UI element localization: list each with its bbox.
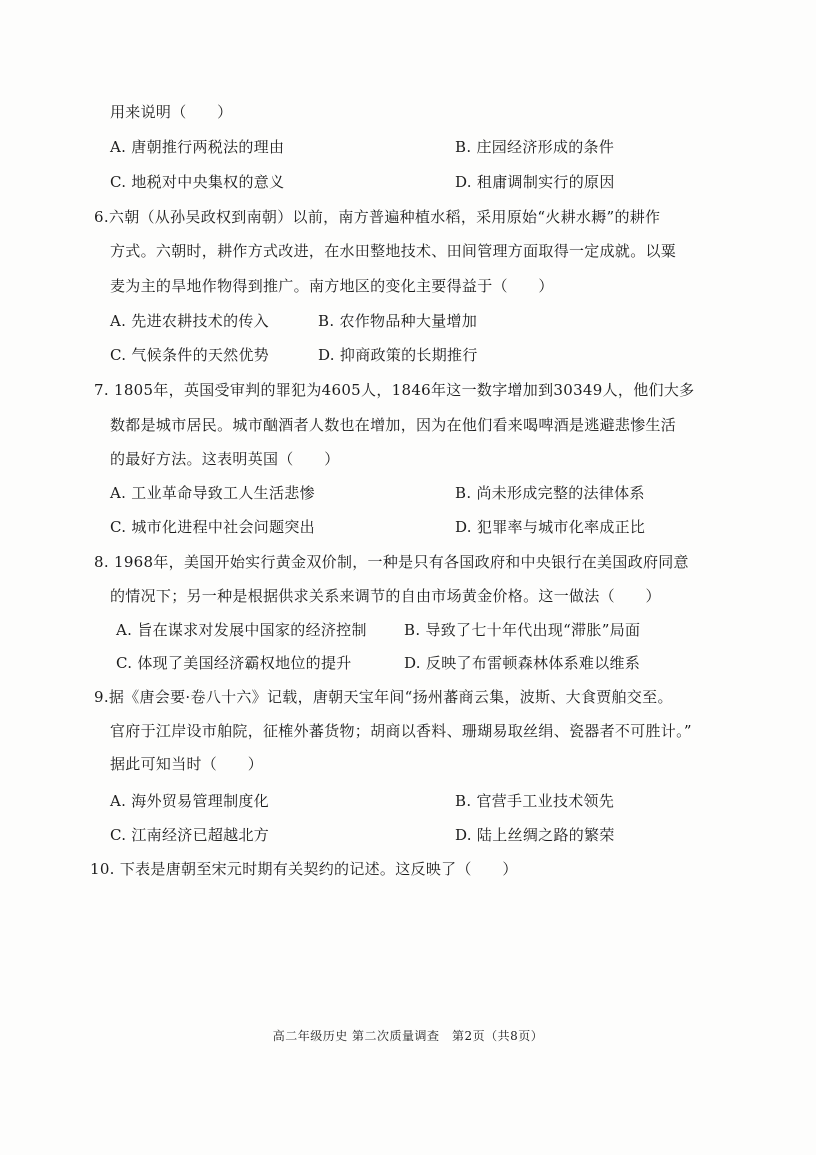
- q6-line-3: 麦为主的旱地作物得到推广。南方地区的变化主要得益于（ ）: [110, 277, 554, 295]
- q8-option-d: D. 反映了布雷顿森林体系难以维系: [404, 654, 641, 672]
- q6-option-d: D. 抑商政策的长期推行: [318, 346, 478, 364]
- q8-option-b: B. 导致了七十年代出现“滞胀”局面: [404, 621, 641, 639]
- q9-line-3: 据此可知当时（ ）: [110, 755, 264, 773]
- q8-option-a: A. 旨在谋求对发展中国家的经济控制: [116, 621, 367, 639]
- q7-line-3: 的最好方法。这表明英国（ ）: [110, 450, 340, 468]
- page-footer: 高二年级历史 第二次质量调查 第2页（共8页）: [272, 1029, 544, 1043]
- q7-line-1: 7. 1805年，英国受审判的罪犯为4605人，1846年这一数字增加到30349人，他们大多: [94, 381, 695, 399]
- q5-tail: 用来说明（ ）: [110, 103, 233, 121]
- q5-option-b: B. 庄园经济形成的条件: [455, 138, 615, 156]
- q6-option-a: A. 先进农耕技术的传入: [110, 312, 269, 330]
- q9-line-2: 官府于江岸设市舶院，征榷外蕃货物；胡商以香料、珊瑚易取丝绢、瓷器者不可胜计。”: [110, 722, 692, 740]
- q7-option-b: B. 尚未形成完整的法律体系: [455, 484, 645, 502]
- q8-line-2: 的情况下；另一种是根据供求关系来调节的自由市场黄金价格。这一做法（ ）: [110, 587, 661, 605]
- q9-option-c: C. 江南经济已超越北方: [110, 826, 270, 844]
- q5-option-d: D. 租庸调制实行的原因: [455, 173, 615, 191]
- q9-option-b: B. 官营手工业技术领先: [455, 792, 615, 810]
- q6-line-1: 6.六朝（从孙吴政权到南朝）以前，南方普遍种植水稻，采用原始“火耕水耨”的耕作: [94, 208, 661, 226]
- q7-option-d: D. 犯罪率与城市化率成正比: [455, 518, 646, 536]
- q9-option-d: D. 陆上丝绸之路的繁荣: [455, 826, 615, 844]
- q6-option-c: C. 气候条件的天然优势: [110, 346, 270, 364]
- q8-option-c: C. 体现了美国经济霸权地位的提升: [116, 654, 352, 672]
- q8-line-1: 8. 1968年，美国开始实行黄金双价制，一种是只有各国政府和中央银行在美国政府同意: [94, 553, 689, 571]
- q7-line-2: 数都是城市居民。城市酗酒者人数也在增加，因为在他们看来喝啤酒是逃避悲惨生活: [110, 416, 677, 434]
- q5-option-a: A. 唐朝推行两税法的理由: [110, 138, 285, 156]
- q10-line: 10. 下表是唐朝至宋元时期有关契约的记述。这反映了（ ）: [90, 860, 518, 878]
- q9-option-a: A. 海外贸易管理制度化: [110, 792, 269, 810]
- q5-option-c: C. 地税对中央集权的意义: [110, 173, 285, 191]
- q6-option-b: B. 农作物品种大量增加: [318, 312, 478, 330]
- q7-option-c: C. 城市化进程中社会问题突出: [110, 518, 315, 536]
- q9-line-1: 9.据《唐会要·卷八十六》记载，唐朝天宝年间“扬州蕃商云集，波斯、大食贾舶交至。: [94, 688, 673, 706]
- q7-option-a: A. 工业革命导致工人生活悲惨: [110, 484, 315, 502]
- q6-line-2: 方式。六朝时，耕作方式改进，在水田整地技术、田间管理方面取得一定成就。以粟: [110, 242, 677, 260]
